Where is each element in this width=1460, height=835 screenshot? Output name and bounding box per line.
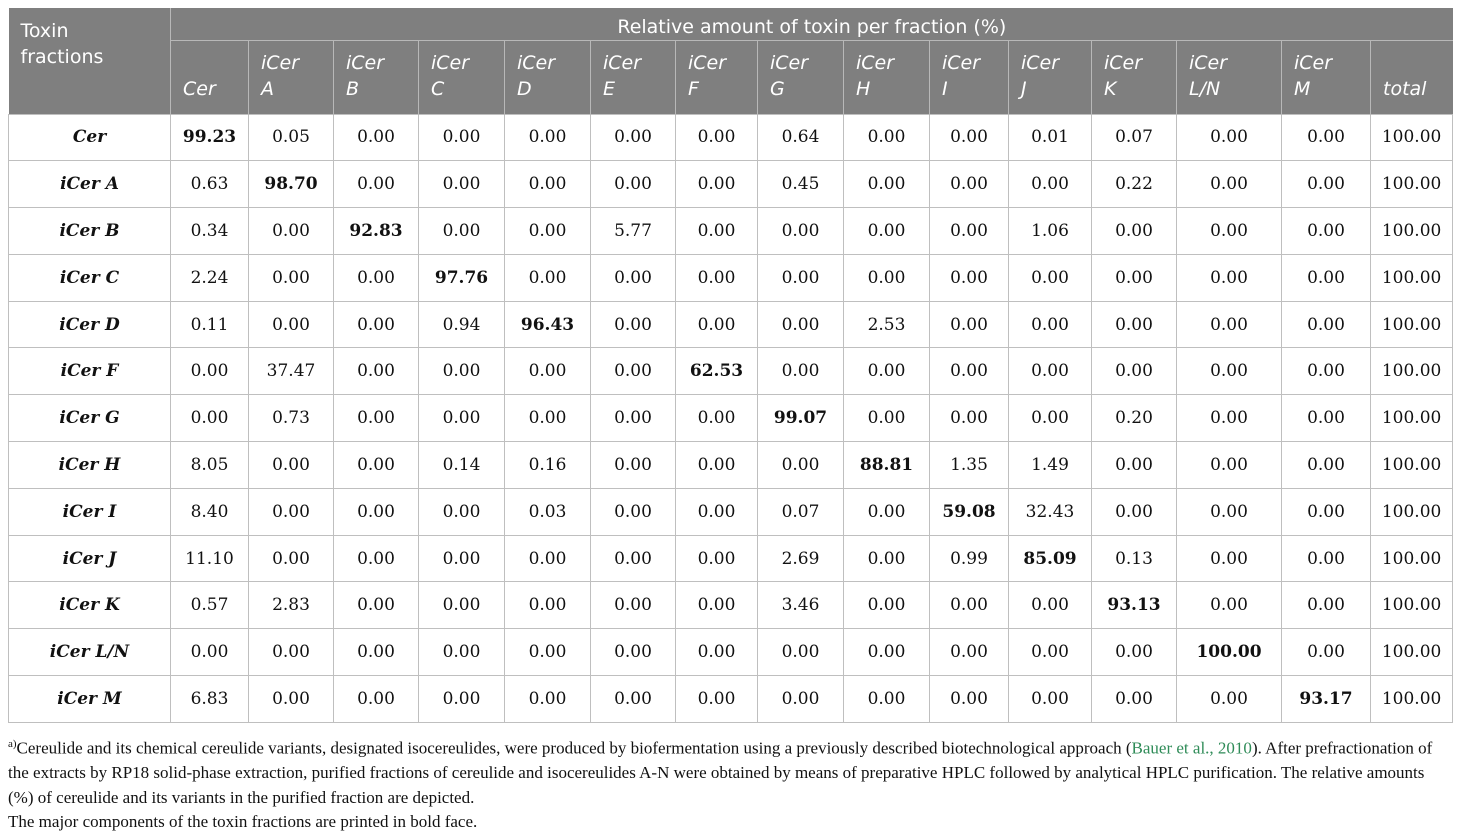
- table-cell: 0.00: [591, 582, 676, 629]
- table-cell: 0.00: [844, 114, 930, 161]
- table-cell: 0.00: [1282, 254, 1371, 301]
- table-cell: 100.00: [1177, 629, 1282, 676]
- table-cell: 100.00: [1371, 535, 1453, 582]
- table-cell: 0.00: [334, 301, 419, 348]
- table-cell: 0.00: [591, 629, 676, 676]
- table-cell: 0.00: [1177, 442, 1282, 489]
- table-cell: 0.00: [505, 629, 591, 676]
- table-cell: 0.00: [1092, 301, 1177, 348]
- table-cell: 0.07: [1092, 114, 1177, 161]
- table-cell: 0.00: [334, 114, 419, 161]
- table-cell: 59.08: [930, 488, 1009, 535]
- table-cell: 0.00: [758, 208, 844, 255]
- table-cell: 0.00: [1282, 348, 1371, 395]
- table-row: [9, 535, 1453, 582]
- table-cell: 0.00: [758, 254, 844, 301]
- row-label: iCer H: [9, 442, 171, 489]
- table-cell: 0.00: [505, 254, 591, 301]
- column-header-line: iCer: [431, 51, 470, 74]
- table-cell: 0.00: [844, 582, 930, 629]
- table-cell: 0.00: [419, 676, 505, 723]
- table-row: [9, 442, 1453, 489]
- table-cell: 8.40: [171, 488, 249, 535]
- table-cell: 0.00: [1009, 348, 1092, 395]
- table-cell: 99.23: [171, 114, 249, 161]
- table-cell: 0.00: [844, 208, 930, 255]
- table-cell: 0.00: [1177, 254, 1282, 301]
- table-cell: 0.00: [419, 582, 505, 629]
- table-cell: 0.00: [1282, 442, 1371, 489]
- table-cell: 0.34: [171, 208, 249, 255]
- table-row: [9, 161, 1453, 208]
- table-cell: 0.00: [930, 301, 1009, 348]
- table-cell: 0.00: [249, 442, 334, 489]
- table-cell: 100.00: [1371, 582, 1453, 629]
- table-cell: 0.00: [334, 395, 419, 442]
- table-cell: 0.00: [334, 535, 419, 582]
- table-cell: 0.20: [1092, 395, 1177, 442]
- table-cell: 2.53: [844, 301, 930, 348]
- table-cell: 88.81: [844, 442, 930, 489]
- table-cell: 0.00: [1092, 629, 1177, 676]
- row-label: iCer L/N: [9, 629, 171, 676]
- table-cell: 0.13: [1092, 535, 1177, 582]
- table-cell: 100.00: [1371, 442, 1453, 489]
- table-cell: 37.47: [249, 348, 334, 395]
- table-row: [9, 676, 1453, 723]
- table-cell: 100.00: [1371, 254, 1453, 301]
- table-cell: 1.49: [1009, 442, 1092, 489]
- table-row: [9, 254, 1453, 301]
- table-cell: 0.00: [1009, 676, 1092, 723]
- table-cell: 0.00: [844, 161, 930, 208]
- table-cell: 0.00: [844, 676, 930, 723]
- table-cell: 0.64: [758, 114, 844, 161]
- table-cell: 0.00: [419, 348, 505, 395]
- table-row: [9, 348, 1453, 395]
- table-cell: 0.00: [1282, 629, 1371, 676]
- header-line: Toxin: [20, 20, 69, 42]
- table-cell: 0.00: [1282, 582, 1371, 629]
- table-cell: 0.00: [591, 254, 676, 301]
- table-cell: 0.00: [1177, 161, 1282, 208]
- table-cell: 0.03: [505, 488, 591, 535]
- table-cell: 0.00: [758, 676, 844, 723]
- column-header: [1092, 40, 1177, 114]
- table-cell: 2.24: [171, 254, 249, 301]
- table-cell: 0.00: [334, 254, 419, 301]
- column-header-line: iCer: [688, 51, 727, 74]
- table-cell: 0.00: [505, 535, 591, 582]
- table-cell: 0.00: [591, 395, 676, 442]
- table-cell: 0.00: [1282, 114, 1371, 161]
- table-cell: 0.00: [1009, 161, 1092, 208]
- table-cell: 0.00: [505, 348, 591, 395]
- table-cell: 0.00: [930, 254, 1009, 301]
- table-cell: 0.00: [591, 114, 676, 161]
- table-cell: 0.00: [1282, 488, 1371, 535]
- table-cell: 0.00: [1177, 208, 1282, 255]
- table-cell: 0.00: [930, 582, 1009, 629]
- table-cell: 0.63: [171, 161, 249, 208]
- table-cell: 0.07: [758, 488, 844, 535]
- table-cell: 0.01: [1009, 114, 1092, 161]
- table-cell: 0.00: [505, 395, 591, 442]
- table-cell: 0.00: [505, 676, 591, 723]
- table-header: [9, 8, 1453, 114]
- table-cell: 0.00: [676, 161, 758, 208]
- table-cell: 0.00: [419, 114, 505, 161]
- table-cell: 0.00: [505, 582, 591, 629]
- column-header: [1371, 40, 1453, 114]
- column-header: [676, 40, 758, 114]
- column-header-line: iCer: [346, 51, 385, 74]
- column-header-line: iCer: [1189, 51, 1228, 74]
- table-cell: 0.00: [591, 676, 676, 723]
- table-cell: 0.00: [419, 488, 505, 535]
- table-cell: 0.00: [171, 629, 249, 676]
- table-cell: 0.57: [171, 582, 249, 629]
- table-cell: 62.53: [676, 348, 758, 395]
- table-cell: 0.00: [758, 301, 844, 348]
- header-line: fractions: [20, 46, 104, 68]
- table-cell: 0.00: [676, 676, 758, 723]
- table-cell: 0.00: [1282, 208, 1371, 255]
- table-cell: 0.00: [1177, 535, 1282, 582]
- table-cell: 0.00: [1177, 114, 1282, 161]
- row-label: Cer: [9, 114, 171, 161]
- column-header: [249, 40, 334, 114]
- table-cell: 0.00: [505, 114, 591, 161]
- row-label: iCer K: [9, 582, 171, 629]
- column-header-line: total: [1383, 77, 1427, 100]
- table-cell: 100.00: [1371, 395, 1453, 442]
- table-cell: 0.00: [591, 488, 676, 535]
- footnote-paragraph: [8, 732, 1454, 810]
- table-cell: 0.00: [676, 254, 758, 301]
- column-header-line: iCer: [770, 51, 809, 74]
- table-cell: 0.00: [1009, 629, 1092, 676]
- table-cell: 0.00: [1092, 348, 1177, 395]
- table-cell: 100.00: [1371, 629, 1453, 676]
- table-cell: 0.22: [1092, 161, 1177, 208]
- row-label: iCer I: [9, 488, 171, 535]
- footnote-text: Cereulide and its chemical cereulide variants, designated isocereulides, were produced by biofermentation using a previously described biotechnological approach (: [16, 738, 1132, 758]
- table-cell: 0.00: [758, 348, 844, 395]
- column-header-line: C: [431, 77, 445, 100]
- column-header-line: G: [770, 77, 785, 100]
- column-header-line: M: [1294, 77, 1311, 100]
- table-cell: 0.00: [1282, 395, 1371, 442]
- table-cell: 0.00: [334, 629, 419, 676]
- table-cell: 0.00: [591, 535, 676, 582]
- column-header: [171, 40, 249, 114]
- table-cell: 11.10: [171, 535, 249, 582]
- table-cell: 0.00: [676, 301, 758, 348]
- table-cell: 0.05: [249, 114, 334, 161]
- relative-amount-header: Relative amount of toxin per fraction (%): [171, 8, 1453, 40]
- table-cell: 92.83: [334, 208, 419, 255]
- column-header: [1282, 40, 1371, 114]
- row-label: iCer F: [9, 348, 171, 395]
- footnote-marker: a): [8, 738, 17, 750]
- table-cell: 0.99: [930, 535, 1009, 582]
- table-cell: 0.00: [676, 629, 758, 676]
- table-cell: 0.00: [844, 254, 930, 301]
- column-header-line: I: [942, 77, 948, 100]
- table-cell: 0.00: [334, 488, 419, 535]
- column-header-line: iCer: [261, 51, 300, 74]
- row-label: iCer B: [9, 208, 171, 255]
- column-header-line: E: [603, 77, 616, 100]
- column-header-line: iCer: [1104, 51, 1143, 74]
- table-cell: 32.43: [1009, 488, 1092, 535]
- column-header: [758, 40, 844, 114]
- table-row: [9, 488, 1453, 535]
- table-cell: 100.00: [1371, 301, 1453, 348]
- table-cell: 0.00: [505, 161, 591, 208]
- column-header: [419, 40, 505, 114]
- table-cell: 0.00: [334, 582, 419, 629]
- table-cell: 0.00: [419, 535, 505, 582]
- table-cell: 100.00: [1371, 348, 1453, 395]
- column-header-line: A: [261, 77, 274, 100]
- column-header-line: B: [346, 77, 360, 100]
- table-cell: 97.76: [419, 254, 505, 301]
- column-header-line: Cer: [183, 77, 216, 100]
- table-cell: 0.00: [419, 208, 505, 255]
- table-cell: 0.00: [676, 114, 758, 161]
- table-cell: 0.00: [419, 395, 505, 442]
- table-row: [9, 301, 1453, 348]
- table-cell: 96.43: [505, 301, 591, 348]
- table-cell: 0.00: [249, 208, 334, 255]
- table-cell: 0.00: [930, 629, 1009, 676]
- table-cell: 0.00: [505, 208, 591, 255]
- table-cell: 0.00: [844, 488, 930, 535]
- row-label: iCer D: [9, 301, 171, 348]
- table-cell: 0.00: [844, 348, 930, 395]
- table-cell: 0.00: [930, 395, 1009, 442]
- table-cell: 0.00: [676, 488, 758, 535]
- table-cell: 2.83: [249, 582, 334, 629]
- footnote-bold-note: The major components of the toxin fractions are printed in bold face.: [8, 812, 478, 832]
- table-row: [9, 114, 1453, 161]
- table-cell: 0.00: [844, 629, 930, 676]
- table-cell: 0.00: [1177, 676, 1282, 723]
- table-cell: 0.00: [676, 442, 758, 489]
- column-header-line: iCer: [942, 51, 981, 74]
- table-footnote: [8, 732, 1454, 835]
- table-cell: 8.05: [171, 442, 249, 489]
- table-cell: 0.00: [930, 676, 1009, 723]
- table-row: [9, 582, 1453, 629]
- column-header-line: iCer: [1294, 51, 1333, 74]
- column-header-line: iCer: [856, 51, 895, 74]
- table-cell: 0.00: [591, 348, 676, 395]
- table-cell: 0.00: [249, 301, 334, 348]
- table-cell: 0.00: [334, 161, 419, 208]
- table-cell: 0.16: [505, 442, 591, 489]
- table-cell: 0.11: [171, 301, 249, 348]
- table-cell: 0.00: [844, 395, 930, 442]
- column-header-row: [9, 40, 1453, 114]
- footnote-text-continued: ). After prefractionation of the extracts by RP18 solid-phase extraction, purified fractions of cereulide and isocereulides A-N were obtained by means of preparative HPLC followed by analytical HPLC purification. The relative amounts (%) of cereulide and its variants in the purified fraction are depicted.: [8, 738, 1433, 807]
- table-cell: 0.00: [1282, 535, 1371, 582]
- table-cell: 0.00: [676, 535, 758, 582]
- table-cell: 6.83: [171, 676, 249, 723]
- table-cell: 0.00: [591, 161, 676, 208]
- table-cell: 0.00: [249, 488, 334, 535]
- table-cell: 0.00: [1009, 301, 1092, 348]
- column-header-line: K: [1104, 77, 1117, 100]
- table-cell: 0.00: [676, 208, 758, 255]
- table-cell: 99.07: [758, 395, 844, 442]
- table-cell: 0.00: [676, 395, 758, 442]
- table-cell: 98.70: [249, 161, 334, 208]
- table-cell: 0.00: [249, 629, 334, 676]
- table-cell: 0.00: [1177, 488, 1282, 535]
- column-header: [505, 40, 591, 114]
- table-cell: 0.00: [249, 676, 334, 723]
- table-cell: 0.00: [930, 208, 1009, 255]
- table-cell: 0.00: [1009, 582, 1092, 629]
- table-cell: 0.00: [419, 629, 505, 676]
- table-cell: 100.00: [1371, 488, 1453, 535]
- table-cell: 0.14: [419, 442, 505, 489]
- row-label: iCer J: [9, 535, 171, 582]
- column-header-line: F: [688, 77, 699, 100]
- table-cell: 0.00: [1177, 348, 1282, 395]
- row-label: iCer G: [9, 395, 171, 442]
- table-cell: 0.00: [1092, 254, 1177, 301]
- table-cell: 100.00: [1371, 161, 1453, 208]
- table-cell: 0.00: [334, 676, 419, 723]
- data-table-container: [8, 8, 1452, 723]
- row-label: iCer A: [9, 161, 171, 208]
- table-cell: 0.00: [1092, 488, 1177, 535]
- table-cell: 0.00: [1092, 676, 1177, 723]
- table-cell: 0.00: [1177, 301, 1282, 348]
- table-cell: 0.00: [930, 348, 1009, 395]
- table-cell: 0.00: [1009, 254, 1092, 301]
- column-header-line: iCer: [603, 51, 642, 74]
- table-row: [9, 629, 1453, 676]
- row-label: iCer C: [9, 254, 171, 301]
- table-cell: 0.00: [591, 301, 676, 348]
- table-cell: 0.00: [1092, 442, 1177, 489]
- column-header: [930, 40, 1009, 114]
- table-cell: 0.00: [758, 629, 844, 676]
- table-cell: 100.00: [1371, 114, 1453, 161]
- toxin-fraction-table: [8, 8, 1453, 723]
- table-cell: 0.00: [1282, 161, 1371, 208]
- table-cell: 0.00: [591, 442, 676, 489]
- column-header: [844, 40, 930, 114]
- table-cell: 0.00: [171, 348, 249, 395]
- column-header-line: iCer: [1021, 51, 1060, 74]
- table-cell: 0.00: [419, 161, 505, 208]
- table-cell: 0.00: [171, 395, 249, 442]
- table-cell: 0.00: [334, 442, 419, 489]
- table-cell: 0.00: [1009, 395, 1092, 442]
- table-cell: 0.00: [1282, 301, 1371, 348]
- toxin-fractions-header: [9, 8, 171, 114]
- table-cell: 100.00: [1371, 208, 1453, 255]
- column-header: [1009, 40, 1092, 114]
- column-header-line: H: [856, 77, 871, 100]
- table-cell: 3.46: [758, 582, 844, 629]
- table-cell: 0.73: [249, 395, 334, 442]
- table-cell: 0.00: [1177, 582, 1282, 629]
- table-cell: 1.06: [1009, 208, 1092, 255]
- citation-link[interactable]: Bauer et al., 2010: [1131, 738, 1252, 758]
- table-cell: 0.45: [758, 161, 844, 208]
- table-row: [9, 395, 1453, 442]
- table-cell: 0.00: [930, 114, 1009, 161]
- column-header: [591, 40, 676, 114]
- table-cell: 5.77: [591, 208, 676, 255]
- table-cell: 2.69: [758, 535, 844, 582]
- table-cell: 0.00: [249, 535, 334, 582]
- table-row: [9, 208, 1453, 255]
- column-header-line: D: [517, 77, 532, 100]
- column-header-line: L/N: [1189, 77, 1221, 100]
- table-cell: 100.00: [1371, 676, 1453, 723]
- table-cell: 0.00: [249, 254, 334, 301]
- column-header-line: iCer: [517, 51, 556, 74]
- table-body: [9, 114, 1453, 722]
- table-cell: 93.17: [1282, 676, 1371, 723]
- column-header: [334, 40, 419, 114]
- table-cell: 0.00: [844, 535, 930, 582]
- table-cell: 85.09: [1009, 535, 1092, 582]
- column-header-line: J: [1021, 77, 1027, 100]
- table-cell: 1.35: [930, 442, 1009, 489]
- table-cell: 0.00: [1177, 395, 1282, 442]
- column-header: [1177, 40, 1282, 114]
- table-cell: 0.00: [676, 582, 758, 629]
- table-cell: 0.00: [758, 442, 844, 489]
- table-cell: 93.13: [1092, 582, 1177, 629]
- row-label: iCer M: [9, 676, 171, 723]
- table-cell: 0.00: [334, 348, 419, 395]
- table-cell: 0.94: [419, 301, 505, 348]
- table-cell: 0.00: [1092, 208, 1177, 255]
- table-cell: 0.00: [930, 161, 1009, 208]
